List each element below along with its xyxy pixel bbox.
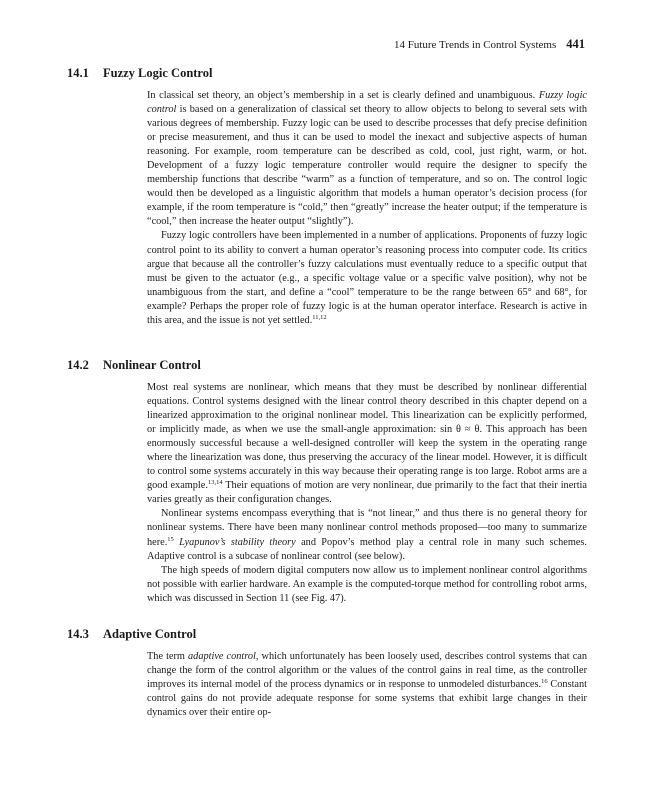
text-run: In classical set theory, an object’s membership in a set is clearly defined and unambiguous. [147,90,539,101]
paragraph [147,564,587,606]
section-number: 14.3 [67,627,89,641]
section-heading-adaptive-control [67,627,196,642]
paragraph [147,381,587,507]
citation-superscript: 15 [167,535,174,543]
paragraph [147,507,587,563]
paragraph [147,650,587,720]
section-title: Nonlinear Control [103,358,201,372]
section-number: 14.2 [67,358,89,372]
section-heading-fuzzy-logic-control [67,66,212,81]
text-run: The high speeds of modern digital computers now allow us to implement nonlinear control algorithms not possible with earlier hardware. An example is the computed-torque method for controlling robot arms, which was discussed in Section 11 (see Fig. 47). [147,564,587,604]
text-run: Fuzzy logic controllers have been implemented in a number of applications. Proponents of fuzzy logic control point to its ability to convert a human operator’s reasoning process into computer code. Its critics argue that because all the controller’s fuzzy calculations must eventually reduce to a specific output that must be given to the actuator (e.g., a specific voltage value or a specific valve position), why not be unambiguous from the start, and define a “cool” temperature to be the range between 65° and 68°, for example? Perhaps the proper role of fuzzy logic is at the human operator interface. Research is active in this area, and the issue is not yet settled. [147,230,587,326]
running-head [394,37,585,52]
italic-term: Fuzzy logic control [147,90,587,116]
text-run: which unfortunately has been loosely used, describes control systems that can change the form of the control algorithm or the values of the control gains in real time, as the controller improves its internal model of the process dynamics or in response to unmodeled disturbances. [147,651,587,691]
text-run: Nonlinear systems encompass everything that is “not linear,” and thus there is no general theory for nonlinear systems. There have been many nonlinear control methods proposed—too many to summarize here. [147,508,587,548]
running-head-chapter-title: 14 Future Trends in Control Systems [393,39,557,51]
section-number: 14.1 [67,66,89,80]
section-heading-nonlinear-control [67,358,201,373]
section-body-fuzzy-logic-control [147,89,587,328]
citation-superscript: 13,14 [207,479,223,487]
text-run: and Popov’s method play a central role in many such schemes. Adaptive control is a subcase of nonlinear control (see below). [147,536,588,562]
italic-term: adaptive control, [188,651,259,662]
citation-superscript: 11,12 [312,313,327,321]
section-title: Adaptive Control [103,627,197,641]
paragraph [147,89,587,229]
page-number: 441 [566,37,585,51]
text-run: Most real systems are nonlinear, which means that they must be described by nonlinear differential equations. Control systems designed with the linear control theory described in this chapter depend on a linearized approximation to the original nonlinear model. This linearization can be explicitly performed, or implicitly made, as when we use the small-angle approximation: sin θ ≈ θ. This approach has been enormously successful because a well-designed controller will keep the system in the operating range where the linearization was done, thus preserving the accuracy of the linear model. However, it is difficult to control some systems accurately in this way because their operating range is too large. Robot arms are a good example. [147,382,587,492]
text-run: Constant control gains do not provide adequate response for some systems that exhibit large changes in their dynamics over their entire op- [147,679,588,719]
paragraph [147,229,587,327]
italic-term: Lyapunov’s stability theory [179,536,296,548]
citation-superscript: 16 [541,678,548,686]
section-body-adaptive-control [147,650,587,720]
text-run: Their equations of motion are very nonlinear, due primarily to the fact that their inertia varies greatly as their configuration changes. [147,480,587,506]
section-title: Fuzzy Logic Control [103,66,213,80]
text-run: The term [147,651,189,662]
section-body-nonlinear-control [147,381,587,606]
text-run: is based on a generalization of classical set theory to allow objects to belong to several sets with various degrees of membership. Fuzzy logic can be used to describe processes that defy precise definition or precise measurement, and thus it can be used to model the inexact and subjective aspects of human reasoning. For example, room temperature can be described as cold, cool, just right, warm, or hot. Development of a fuzzy logic temperature controller would require the designer to specify the membership functions that describe “warm” as a function of temperature, and so on. The control logic would then be developed as a linguistic algorithm that models a human operator’s decision process (for example, if the room temperature is “cold,” then “greatly” increase the heater output; if the temperature is “cool,” then increase the heater output “slightly”). [147,104,587,228]
